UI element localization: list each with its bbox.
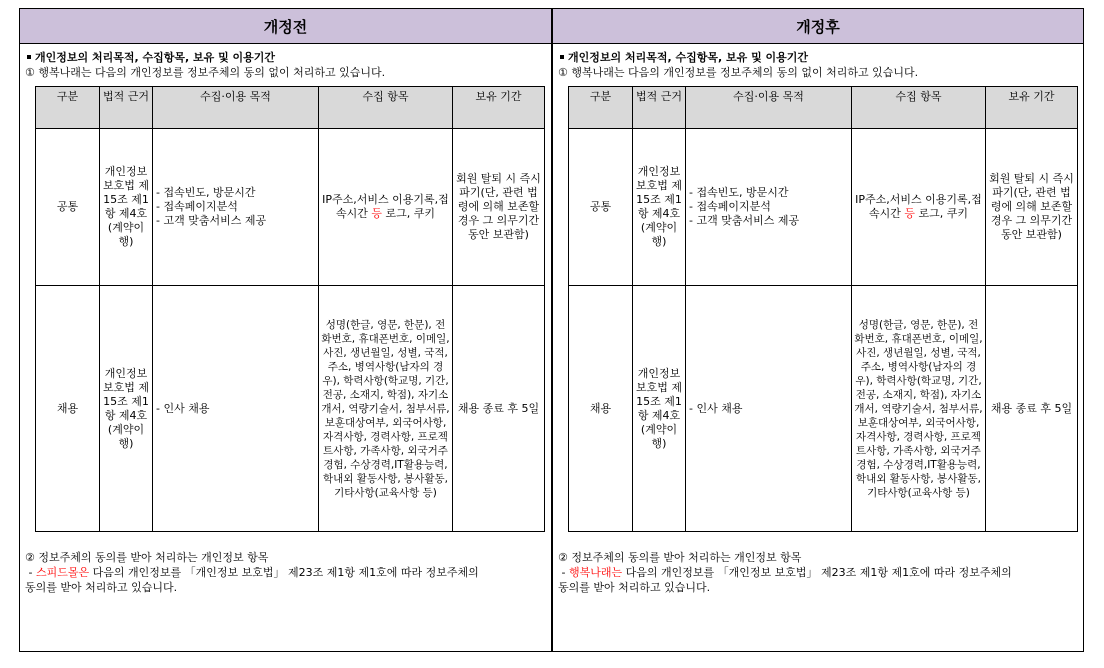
row-category: 공통 bbox=[36, 129, 100, 286]
col-header-basis: 법적 근거 bbox=[100, 87, 153, 129]
row-retention: 회원 탈퇴 시 즉시 파기(단, 관련 법령에 의해 보존할 경우 그 의무기간 동안 보관함) bbox=[986, 129, 1078, 286]
col-header-purpose: 수집·이용 목적 bbox=[153, 87, 319, 129]
item-2-detail-line2: 동의를 받아 처리하고 있습니다. bbox=[558, 581, 711, 594]
table-row bbox=[36, 286, 545, 532]
square-bullet-icon bbox=[27, 55, 31, 59]
table-header-row bbox=[36, 87, 545, 129]
row-basis: 개인정보보호법 제15조 제1항 제4호(계약이행) bbox=[100, 286, 153, 532]
square-bullet-icon bbox=[560, 55, 564, 59]
row-purposes: - 접속빈도, 방문시간 - 접속페이지분석 - 고객 맞춤서비스 제공 bbox=[153, 129, 319, 286]
col-header-basis: 법적 근거 bbox=[633, 87, 686, 129]
col-header-retention: 보유 기간 bbox=[453, 87, 545, 129]
row-basis: 개인정보보호법 제15조 제1항 제4호(계약이행) bbox=[100, 129, 153, 286]
row-purposes: - 접속빈도, 방문시간 - 접속페이지분석 - 고객 맞춤서비스 제공 bbox=[686, 129, 852, 286]
row-basis: 개인정보보호법 제15조 제1항 제4호(계약이행) bbox=[633, 286, 686, 532]
row-retention: 채용 종료 후 5일 bbox=[453, 286, 545, 532]
after-header: 개정후 bbox=[553, 9, 1083, 44]
col-header-category: 구분 bbox=[569, 87, 633, 129]
item-2-detail-line2: 동의를 받아 처리하고 있습니다. bbox=[25, 581, 178, 594]
before-column bbox=[20, 9, 553, 651]
item-2-detail: - 행복나래는 다음의 개인정보를 「개인정보 보호법」 제23조 제1항 제1호에 따라 정보주체의 bbox=[558, 566, 1012, 579]
comparison-frame bbox=[19, 8, 1084, 652]
row-purposes: - 인사 채용 bbox=[153, 286, 319, 532]
row-items: IP주소,서비스 이용기록,접속시간 등 로그, 쿠키 bbox=[319, 129, 453, 286]
row-items: IP주소,서비스 이용기록,접속시간 등 로그, 쿠키 bbox=[852, 129, 986, 286]
item-2-text: ② 정보주체의 동의를 받아 처리하는 개인정보 항목 bbox=[558, 551, 802, 564]
col-header-items: 수집 항목 bbox=[852, 87, 986, 129]
col-header-items: 수집 항목 bbox=[319, 87, 453, 129]
row-category: 채용 bbox=[36, 286, 100, 532]
col-header-purpose: 수집·이용 목적 bbox=[686, 87, 852, 129]
row-category: 채용 bbox=[569, 286, 633, 532]
table-header-row bbox=[569, 87, 1078, 129]
privacy-table bbox=[35, 86, 545, 532]
row-retention: 채용 종료 후 5일 bbox=[986, 286, 1078, 532]
row-category: 공통 bbox=[569, 129, 633, 286]
row-items: 성명(한글, 영문, 한문), 전화번호, 휴대폰번호, 이메일, 사진, 생년월일, 성별, 국적, 주소, 병역사항(남자의 경우), 학력사항(학교명, 기간, 전공, 소재지, 학점), 자기소개서, 역량기술서, 첨부서류, 보훈대상여부, 외국어사항, 자격사항, 경력사항, 프로젝트사항, 가족사항, 외국거주경험, 수상경력,IT활용능력, 학내외 활동사항, 봉사활동, 기타사항(교육사항 등) bbox=[319, 286, 453, 532]
table-row bbox=[36, 129, 545, 286]
row-basis: 개인정보보호법 제15조 제1항 제4호(계약이행) bbox=[633, 129, 686, 286]
item-2-text: ② 정보주체의 동의를 받아 처리하는 개인정보 항목 bbox=[25, 551, 269, 564]
item-1-text: ① 행복나래는 다음의 개인정보를 정보주체의 동의 없이 처리하고 있습니다. bbox=[558, 66, 919, 79]
row-retention: 회원 탈퇴 시 즉시 파기(단, 관련 법령에 의해 보존할 경우 그 의무기간 동안 보관함) bbox=[453, 129, 545, 286]
table-row bbox=[569, 129, 1078, 286]
row-purposes: - 인사 채용 bbox=[686, 286, 852, 532]
col-header-category: 구분 bbox=[36, 87, 100, 129]
section-title: 개인정보의 처리목적, 수집항목, 보유 및 이용기간 bbox=[558, 50, 1078, 65]
after-column bbox=[553, 9, 1083, 651]
table-row bbox=[569, 286, 1078, 532]
privacy-table bbox=[568, 86, 1078, 532]
row-items: 성명(한글, 영문, 한문), 전화번호, 휴대폰번호, 이메일, 사진, 생년월일, 성별, 국적, 주소, 병역사항(남자의 경우), 학력사항(학교명, 기간, 전공, 소재지, 학점), 자기소개서, 역량기술서, 첨부서류, 보훈대상여부, 외국어사항, 자격사항, 경력사항, 프로젝트사항, 가족사항, 외국거주경험, 수상경력,IT활용능력, 학내외 활동사항, 봉사활동, 기타사항(교육사항 등) bbox=[852, 286, 986, 532]
item-1-text: ① 행복나래는 다음의 개인정보를 정보주체의 동의 없이 처리하고 있습니다. bbox=[25, 66, 386, 79]
col-header-retention: 보유 기간 bbox=[986, 87, 1078, 129]
item-2-detail: - 스피드몰은 다음의 개인정보를 「개인정보 보호법」 제23조 제1항 제1호에 따라 정보주체의 bbox=[25, 566, 479, 579]
section-title: 개인정보의 처리목적, 수집항목, 보유 및 이용기간 bbox=[25, 50, 546, 65]
before-header: 개정전 bbox=[20, 9, 551, 44]
